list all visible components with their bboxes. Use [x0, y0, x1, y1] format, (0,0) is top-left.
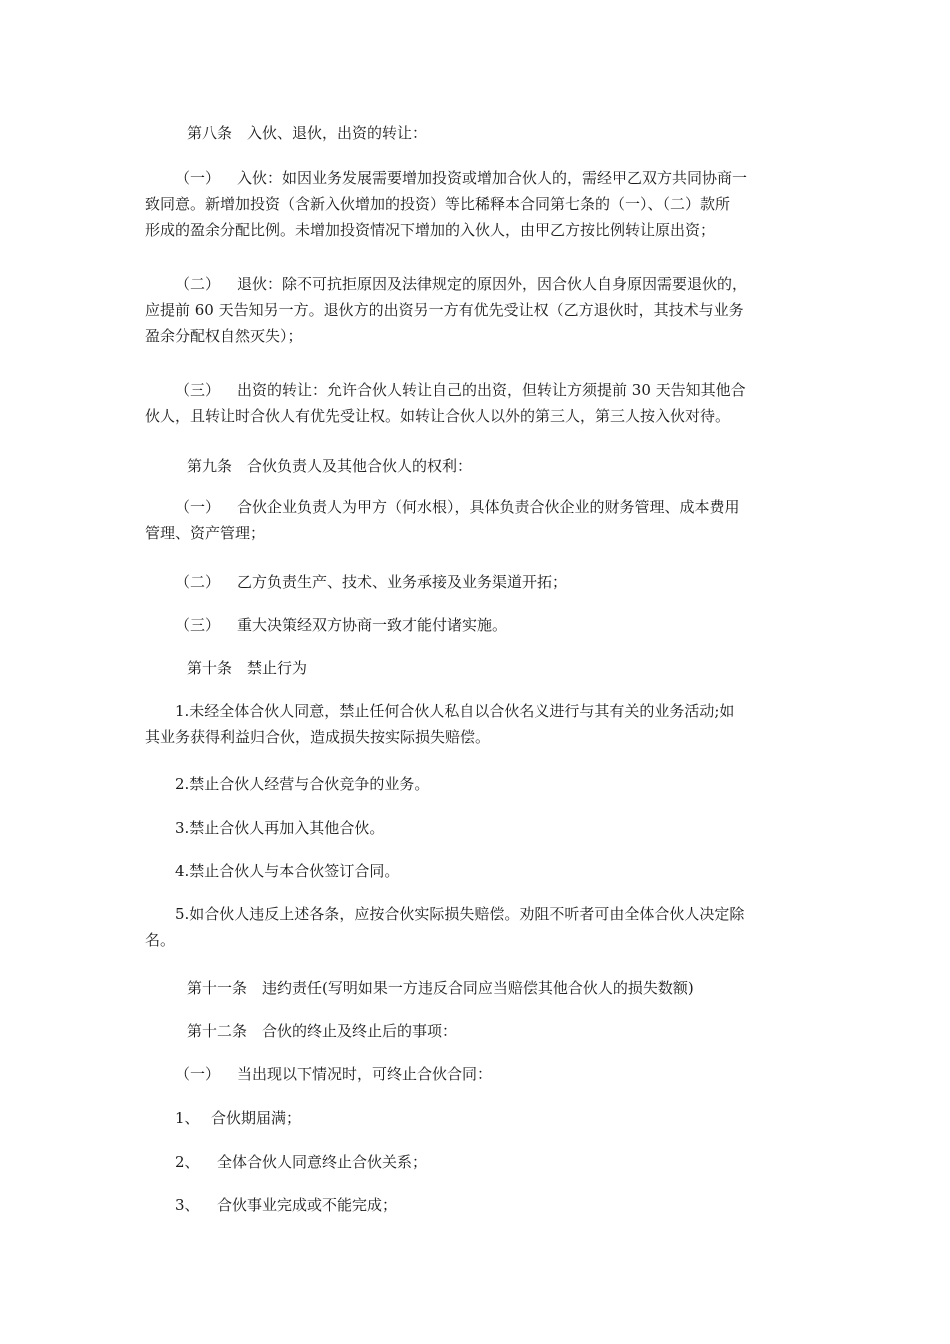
article-9-item-3-label: （三） — [175, 616, 221, 634]
article-12-sub-3-text: 合伙事业完成或不能完成； — [217, 1196, 398, 1214]
article-12-item-1 — [145, 1061, 810, 1087]
article-8-item-1-line-3: 形成的盈余分配比例。未增加投资情况下增加的入伙人，由甲乙方按比例转让原出资； — [145, 221, 716, 239]
article-8-item-3 — [145, 377, 810, 429]
article-8-heading-text: 第八条 入伙、退伙，出资的转让： — [187, 124, 428, 142]
article-12-heading — [145, 1018, 810, 1044]
article-12-sub-2-label: 2、 — [175, 1153, 200, 1171]
article-8-item-3-label: （三） — [175, 381, 221, 399]
article-10-item-3-text: 3.禁止合伙人再加入其他合伙。 — [175, 819, 385, 837]
article-10-item-4 — [145, 858, 810, 884]
article-12-sub-1 — [145, 1105, 810, 1131]
article-12-sub-1-text: 合伙期届满； — [211, 1109, 302, 1127]
article-9-heading-text: 第九条 合伙负责人及其他合伙人的权利： — [187, 457, 473, 475]
article-8-item-1 — [145, 165, 810, 243]
article-9-item-1-line-1: 合伙企业负责人为甲方（何水根），具体负责合伙企业的财务管理、成本费用 — [237, 498, 740, 516]
article-9-item-2 — [145, 569, 810, 595]
article-10-item-5-line-2: 名。 — [145, 931, 176, 949]
article-9-item-1-label: （一） — [175, 498, 221, 516]
article-8-item-3-line-2: 伙人，且转让时合伙人有优先受让权。如转让合伙人以外的第三人，第三人按入伙对待。 — [145, 407, 731, 425]
article-12-item-1-text: 当出现以下情况时，可终止合伙合同： — [237, 1065, 493, 1083]
article-12-sub-3-label: 3、 — [175, 1196, 200, 1214]
article-10-item-5-line-1: 5.如合伙人违反上述各条，应按合伙实际损失赔偿。劝阻不听者可由全体合伙人决定除 — [175, 905, 745, 923]
article-9-item-2-text: 乙方负责生产、技术、业务承接及业务渠道开拓； — [237, 573, 568, 591]
article-11-heading-text: 第十一条 违约责任(写明如果一方违反合同应当赔偿其他合伙人的损失数额) — [187, 979, 694, 997]
article-8-item-3-line-1: 出资的转让：允许合伙人转让自己的出资，但转让方须提前 30 天告知其他合 — [237, 381, 746, 399]
article-12-sub-1-label: 1、 — [175, 1109, 200, 1127]
article-10-item-5 — [145, 901, 810, 953]
article-8-item-2-line-2: 应提前 60 天告知另一方。退伙方的出资另一方有优先受让权（乙方退伙时，其技术与业务 — [145, 301, 744, 319]
article-9-item-2-label: （二） — [175, 573, 221, 591]
article-9-item-1 — [145, 494, 810, 546]
article-11-heading — [145, 975, 810, 1001]
article-8-item-2-line-3: 盈余分配权自然灭失）； — [145, 327, 303, 345]
article-12-sub-3 — [145, 1192, 810, 1218]
article-8-item-2-label: （二） — [175, 275, 221, 293]
article-10-item-2 — [145, 771, 810, 797]
article-8-item-2-line-1: 退伙：除不可抗拒原因及法律规定的原因外，因合伙人自身原因需要退伙的， — [237, 275, 748, 293]
article-10-heading-text: 第十条 禁止行为 — [187, 659, 308, 677]
article-9-heading — [145, 453, 810, 479]
article-10-item-3 — [145, 815, 810, 841]
article-10-item-1-line-1: 1.未经全体合伙人同意，禁止任何合伙人私自以合伙名义进行与其有关的业务活动;如 — [175, 702, 735, 720]
article-10-item-4-text: 4.禁止合伙人与本合伙签订合同。 — [175, 862, 400, 880]
article-10-item-1-line-2: 其业务获得利益归合伙，造成损失按实际损失赔偿。 — [145, 728, 491, 746]
article-12-heading-text: 第十二条 合伙的终止及终止后的事项： — [187, 1022, 458, 1040]
article-8-heading — [145, 120, 810, 146]
article-8-item-1-line-2: 致同意。新增加投资（含新入伙增加的投资）等比稀释本合同第七条的（一）、（二）款所 — [145, 195, 731, 213]
article-8-item-2 — [145, 271, 810, 349]
article-10-item-1 — [145, 698, 810, 750]
article-10-item-2-text: 2.禁止合伙人经营与合伙竞争的业务。 — [175, 775, 430, 793]
article-9-item-1-line-2: 管理、资产管理； — [145, 524, 266, 542]
article-9-item-3-text: 重大决策经双方协商一致才能付诸实施。 — [237, 616, 508, 634]
article-12-sub-2-text: 全体合伙人同意终止合伙关系； — [217, 1153, 428, 1171]
article-9-item-3 — [145, 612, 810, 638]
article-8-item-1-label: （一） — [175, 169, 221, 187]
article-8-item-1-line-1: 入伙：如因业务发展需要增加投资或增加合伙人的，需经甲乙双方共同协商一 — [237, 169, 748, 187]
article-12-sub-2 — [145, 1149, 810, 1175]
article-10-heading — [145, 655, 810, 681]
article-12-item-1-label: （一） — [175, 1065, 221, 1083]
